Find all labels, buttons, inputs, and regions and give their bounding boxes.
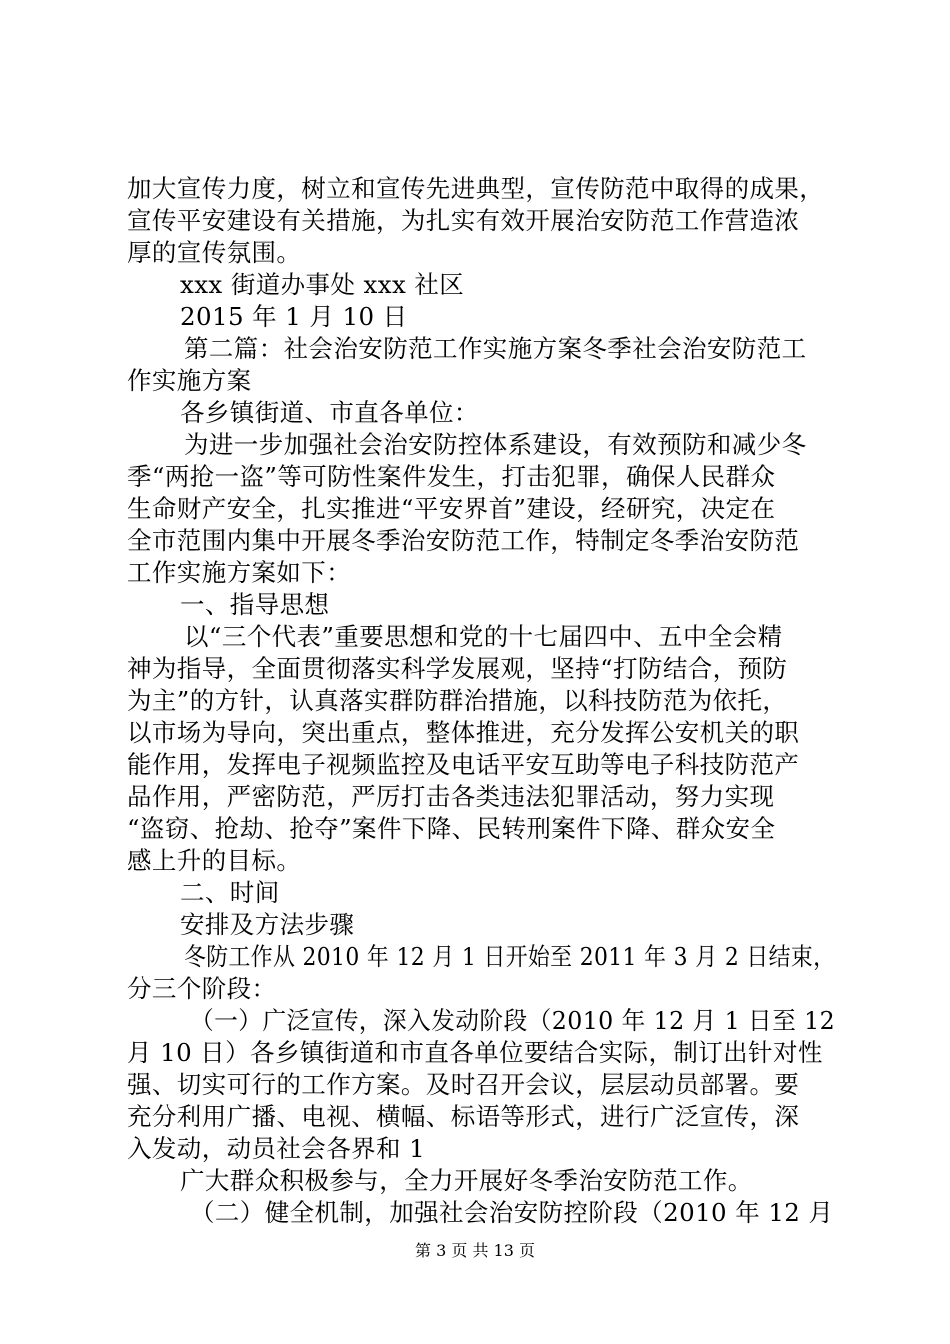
body-text-line: 工作实施方案如下： (127, 558, 352, 587)
body-text-line: 神为指导，全面贯彻落实科学发展观，坚持“打防结合，预防 (127, 654, 788, 683)
body-text-line: 入发动，动员社会各界和 1 (127, 1134, 426, 1163)
body-text-line: 为进一步加强社会治安防控体系建设，有效预防和减少冬 (184, 430, 807, 459)
body-text-line: 广大群众积极参与，全力开展好冬季治安防范工作。 (180, 1166, 753, 1195)
body-text-line: 加大宣传力度，树立和宣传先进典型，宣传防范中取得的成果， (127, 174, 825, 203)
signature-date: 2015 年 1 月 10 日 (180, 302, 408, 331)
subheading-steps: 安排及方法步骤 (180, 910, 355, 939)
body-text-line: 以“三个代表”重要思想和党的十七届四中、五中全会精 (184, 622, 783, 651)
body-text-line: 充分利用广播、电视、横幅、标语等形式，进行广泛宣传，深 (127, 1102, 800, 1131)
body-text-line: 冬防工作从 2010 年 12 月 1 日开始至 2011 年 3 月 2 日结束， (184, 942, 836, 971)
body-text-line: 为主”的方针，认真落实群防群治措施，以科技防范为依托， (127, 686, 788, 715)
section-heading: 第二篇：社会治安防范工作实施方案冬季社会治安防范工 (184, 334, 807, 363)
body-text-line: 月 10 日）各乡镇街道和市直各单位要结合实际，制订出针对性 (127, 1038, 823, 1067)
body-text-line: 品作用，严密防范，严厉打击各类违法犯罪活动，努力实现 (127, 782, 775, 811)
body-text-line: “盗窃、抢劫、抢夺”案件下降、民转刑案件下降、群众安全 (127, 814, 776, 843)
body-text-line: 能作用，发挥电子视频监控及电话平安互助等电子科技防范产 (127, 750, 800, 779)
body-text-line: 以市场为导向，突出重点，整体推进，充分发挥公安机关的职 (127, 718, 800, 747)
signature-organization: xxx 街道办事处 xxx 社区 (180, 270, 465, 299)
page-footer: 第 3 页 共 13 页 (415, 1241, 535, 1260)
body-text-line: 生命财产安全，扎实推进“平安界首”建设，经研究，决定在 (127, 494, 776, 523)
body-text-line: （一）广泛宣传，深入发动阶段（2010 年 12 月 1 日至 12 (190, 1006, 836, 1035)
subheading-time: 二、时间 (180, 878, 280, 907)
body-text-line: 季“两抢一盗”等可防性案件发生，打击犯罪，确保人民群众 (127, 462, 776, 491)
subheading-guiding-thought: 一、指导思想 (180, 590, 330, 619)
addressee-line: 各乡镇街道、市直各单位： (180, 398, 479, 427)
body-text-line: 厚的宣传氛围。 (127, 238, 302, 267)
body-text-line: 强、切实可行的工作方案。及时召开会议，层层动员部署。要 (127, 1070, 800, 1099)
body-text-line: 分三个阶段： (127, 974, 277, 1003)
body-text-line: 感上升的目标。 (127, 846, 302, 875)
body-text-line: 全市范围内集中开展冬季治安防范工作，特制定冬季治安防范 (127, 526, 800, 555)
section-heading-continued: 作实施方案 (127, 366, 252, 395)
body-text-line: 宣传平安建设有关措施，为扎实有效开展治安防范工作营造浓 (127, 206, 800, 235)
body-text-line: （二）健全机制，加强社会治安防控阶段（2010 年 12 月 (190, 1198, 834, 1227)
